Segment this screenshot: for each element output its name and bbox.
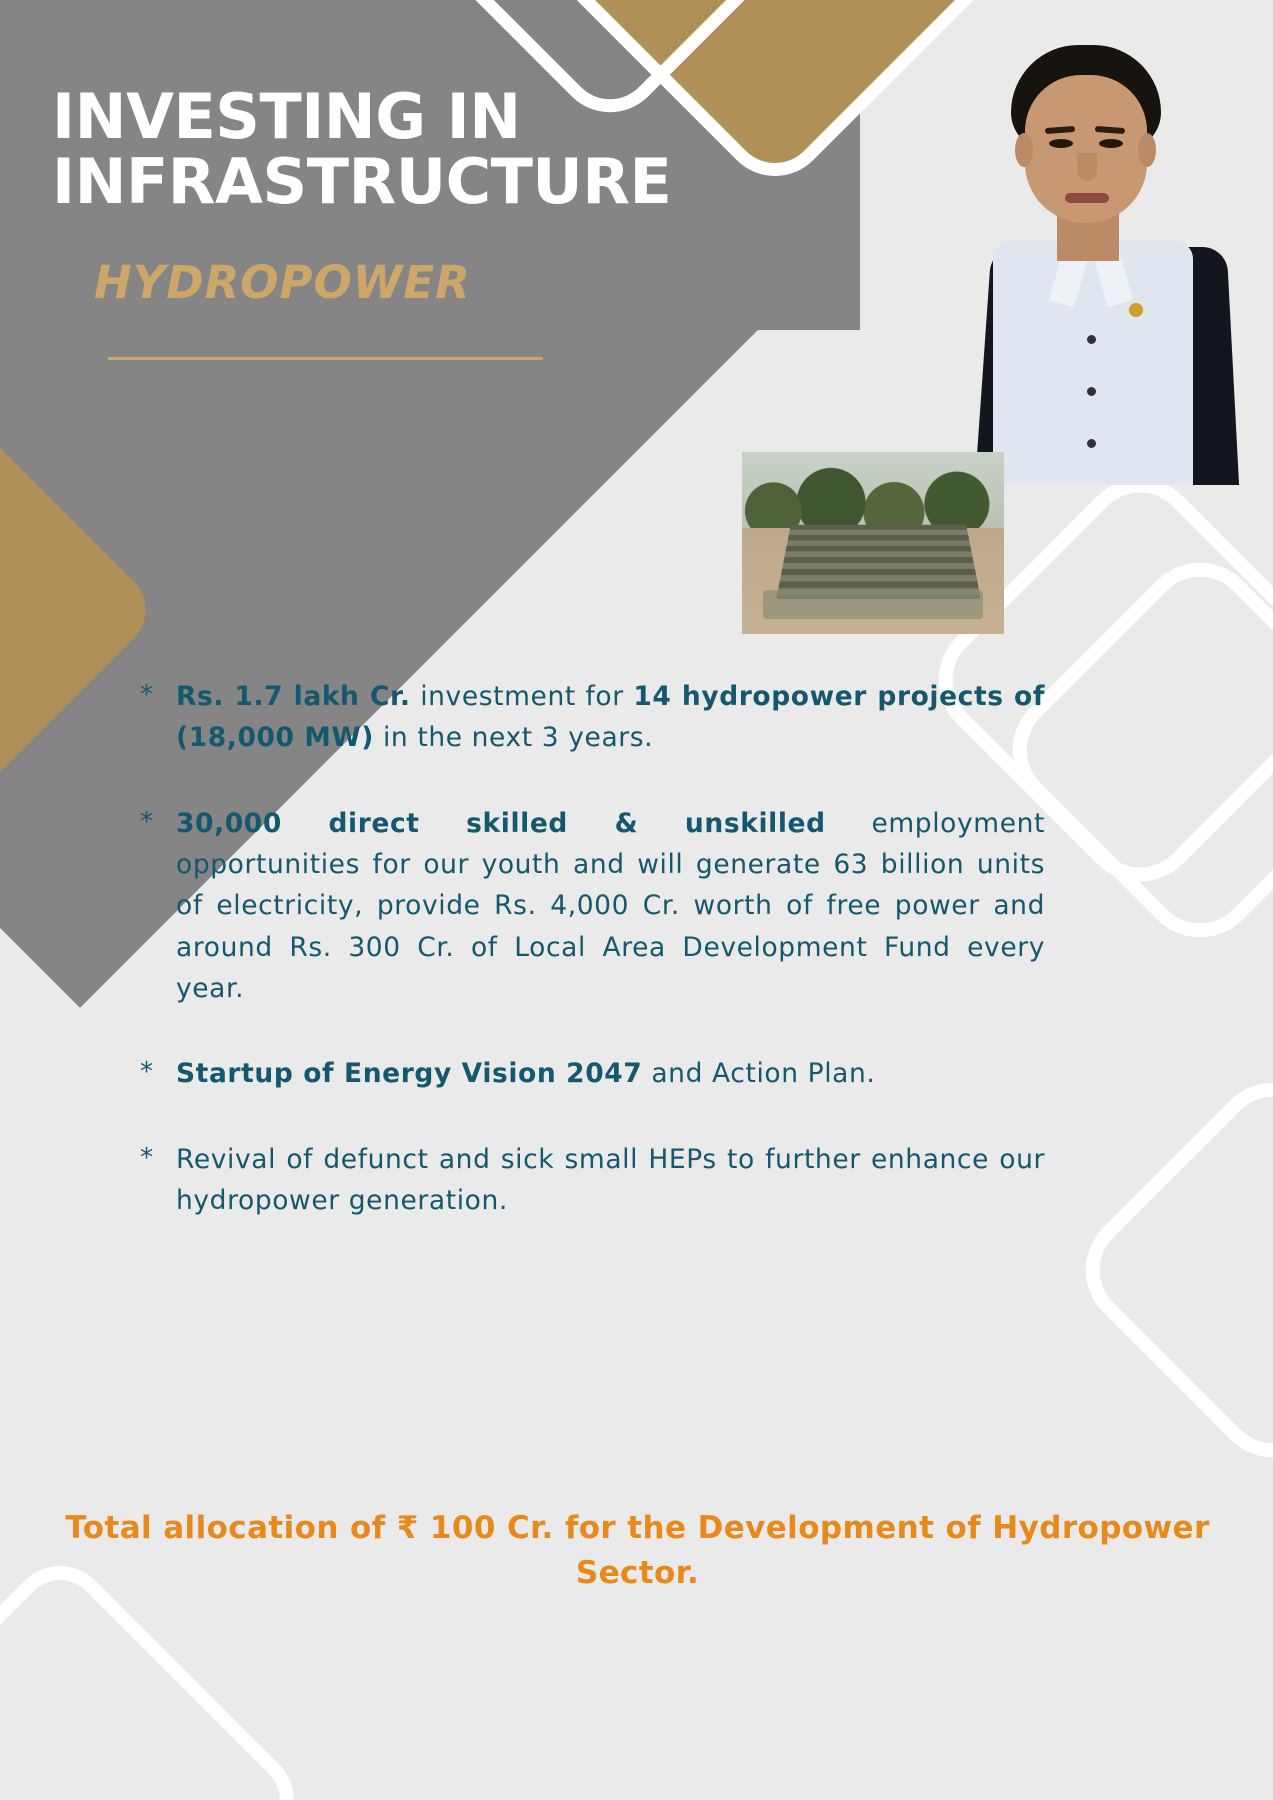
header-block xyxy=(52,80,812,360)
bullet-list xyxy=(140,676,1045,1265)
portrait-ear-right xyxy=(1138,133,1156,167)
list-item xyxy=(140,676,1045,759)
portrait-button-1 xyxy=(1087,335,1096,344)
portrait-button-2 xyxy=(1087,387,1096,396)
hydropower-site-photo xyxy=(742,452,1004,634)
portrait-mouth xyxy=(1065,193,1109,203)
bullet-marker-icon: * xyxy=(140,806,154,837)
portrait-photo xyxy=(953,35,1273,485)
bullet-marker-icon: * xyxy=(140,1142,154,1173)
portrait-shirt xyxy=(993,241,1193,485)
bullet-text-3: Startup of Energy Vision 2047 and Action Plan. xyxy=(176,1058,876,1090)
bullet-text-1: Rs. 1.7 lakh Cr. investment for 14 hydropower projects of (18,000 MW) in the next 3 years. xyxy=(176,681,1045,754)
portrait-lapel-pin xyxy=(1129,303,1143,317)
white-outline-square-bottom-right xyxy=(1061,1058,1273,1482)
photo-treeline xyxy=(742,452,1004,536)
photo-water xyxy=(763,590,983,619)
photo-dam-structure xyxy=(776,525,980,600)
title-divider xyxy=(108,357,543,360)
portrait-nose xyxy=(1077,153,1097,181)
page-title: INVESTING IN INFRASTRUCTURE xyxy=(52,80,672,219)
list-item xyxy=(140,1139,1045,1222)
bullet-marker-icon: * xyxy=(140,1057,154,1088)
portrait-eye-left xyxy=(1049,139,1073,148)
list-item xyxy=(140,1053,1045,1094)
bullet-text-2: 30,000 direct skilled & unskilled employment opportunities for our youth and will generate 63 billion units of electricity, provide Rs. 4,000 Cr. worth of free power and around Rs. 300 Cr. of Local Area Development Fund every year. xyxy=(176,807,1045,1004)
portrait-ear-left xyxy=(1015,133,1033,167)
portrait-button-3 xyxy=(1087,439,1096,448)
portrait-eye-right xyxy=(1099,139,1123,148)
footer-allocation-note: Total allocation of ₹ 100 Cr. for the Development of Hydropower Sector. xyxy=(65,1510,1210,1591)
list-item xyxy=(140,803,1045,1010)
page-subtitle: HYDROPOWER xyxy=(94,256,471,310)
bullet-marker-icon: * xyxy=(140,680,154,710)
bullet-text-4: Revival of defunct and sick small HEPs to further enhance our hydropower generation. xyxy=(176,1143,1045,1216)
